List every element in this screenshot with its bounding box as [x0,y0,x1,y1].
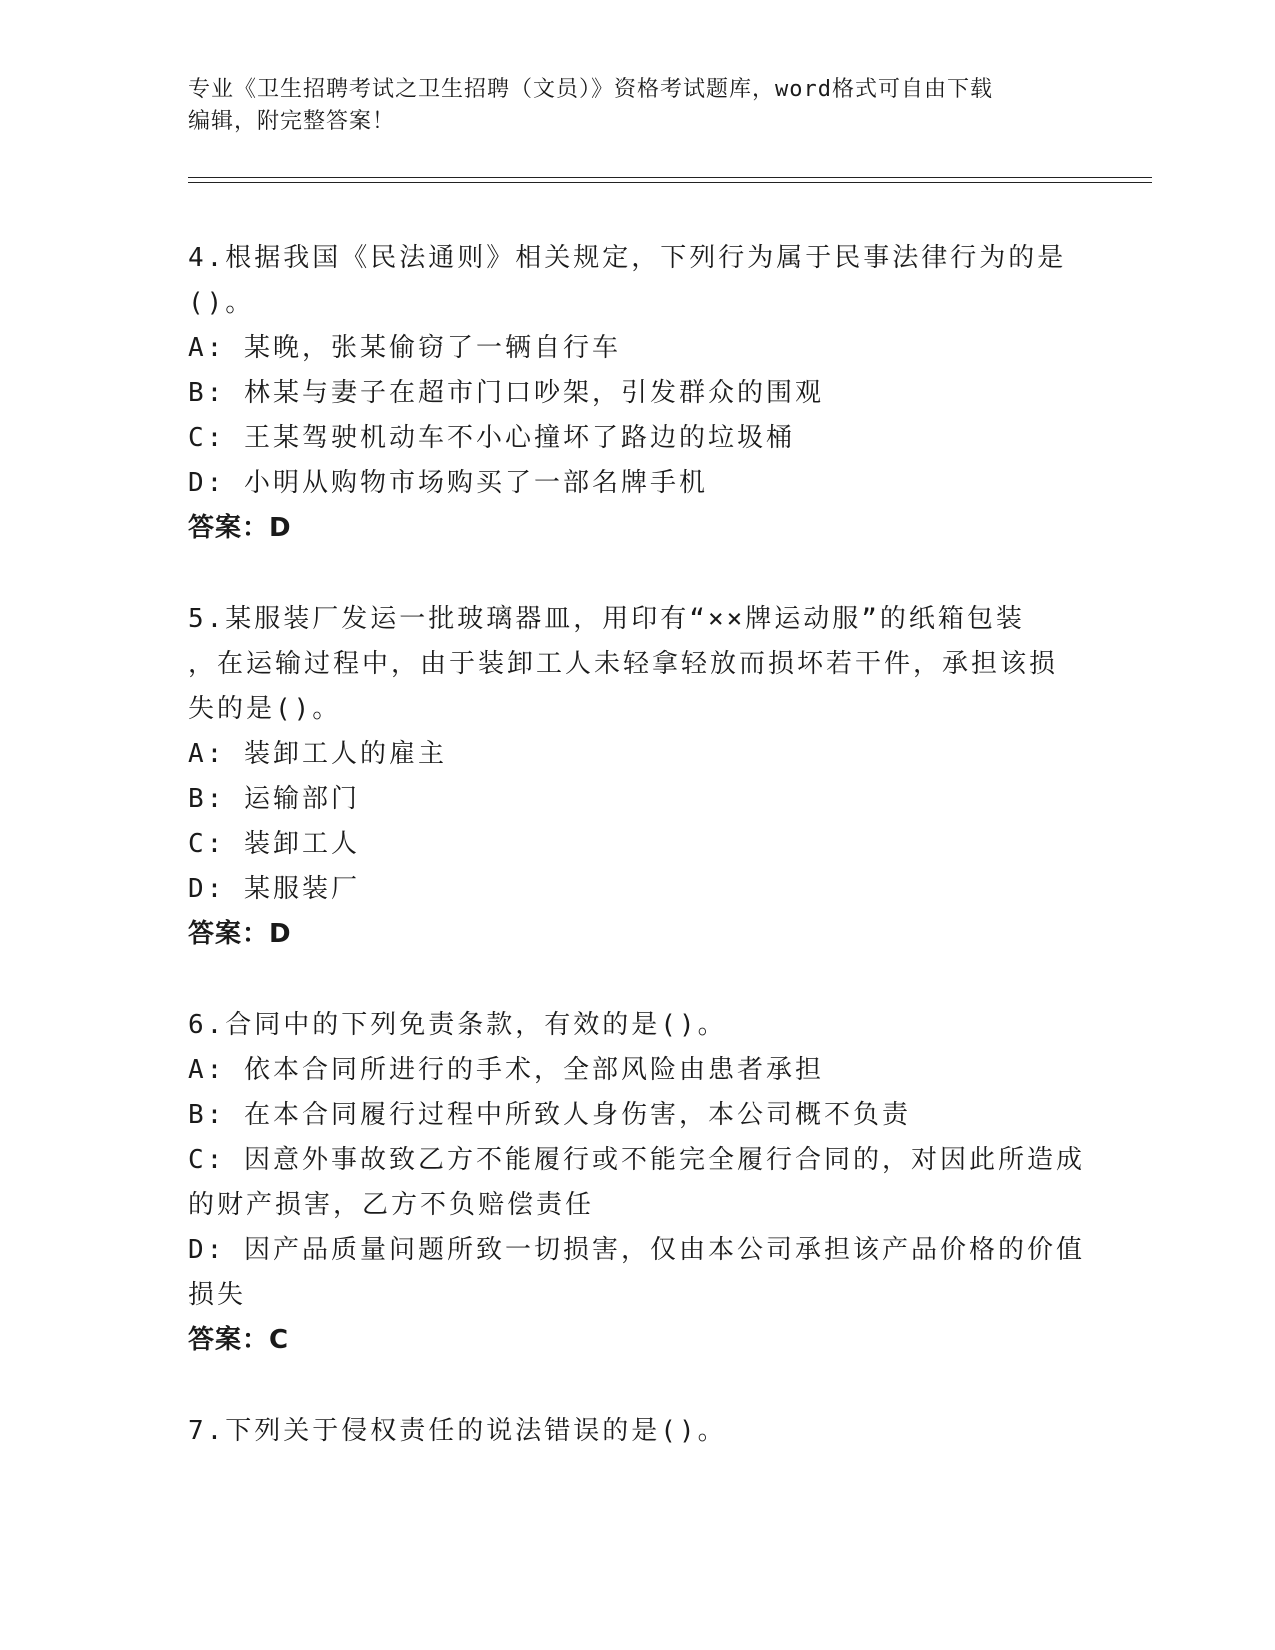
answer-option: D: 某服装厂 [188,874,360,904]
question-stem: ，在运输过程中，由于装卸工人未轻拿轻放而损坏若干件，承担该损 [188,649,1059,679]
question-stem: ()。 [188,288,255,318]
answer-option: C: 王某驾驶机动车不小心撞坏了路边的垃圾桶 [188,423,795,453]
answer-key: 答案：D [188,513,292,543]
question-stem: 6.合同中的下列免责条款，有效的是()。 [188,1010,727,1040]
question-block [188,236,1088,551]
header-line: 专业《卫生招聘考试之卫生招聘（文员）》资格考试题库，word格式可自由下载 [188,77,993,102]
header-line: 编辑，附完整答案！ [188,109,396,134]
question-stem: 4.根据我国《民法通则》相关规定，下列行为属于民事法律行为的是 [188,243,1067,273]
answer-key: 答案：D [188,919,292,949]
answer-option: B: 在本合同履行过程中所致人身伤害，本公司概不负责 [188,1100,911,1130]
answer-option: B: 运输部门 [188,784,360,814]
question-list [188,236,1088,1500]
answer-option: C: 装卸工人 [188,829,360,859]
answer-option: A: 某晚，张某偷窃了一辆自行车 [188,333,621,363]
answer-option: A: 依本合同所进行的手术，全部风险由患者承担 [188,1055,824,1085]
question-block [188,597,1088,957]
question-block [188,1003,1088,1363]
question-stem: 5.某服装厂发运一批玻璃器皿，用印有“××牌运动服”的纸箱包装 [188,604,1025,634]
answer-option: 的财产损害，乙方不负赔偿责任 [188,1190,595,1220]
question-stem: 失的是()。 [188,694,342,724]
header-divider [188,182,1152,183]
document-header [188,74,1088,138]
answer-option: C: 因意外事故致乙方不能履行或不能完全履行合同的，对因此所造成 [188,1145,1085,1175]
answer-option: A: 装卸工人的雇主 [188,739,447,769]
answer-option: B: 林某与妻子在超市门口吵架，引发群众的围观 [188,378,824,408]
answer-option: D: 因产品质量问题所致一切损害，仅由本公司承担该产品价格的价值 [188,1235,1085,1265]
answer-key: 答案：C [188,1325,290,1355]
answer-option: D: 小明从购物市场购买了一部名牌手机 [188,468,708,498]
question-stem: 7.下列关于侵权责任的说法错误的是()。 [188,1416,727,1446]
header-divider [188,177,1152,178]
question-block [188,1409,1088,1454]
answer-option: 损失 [188,1280,247,1310]
